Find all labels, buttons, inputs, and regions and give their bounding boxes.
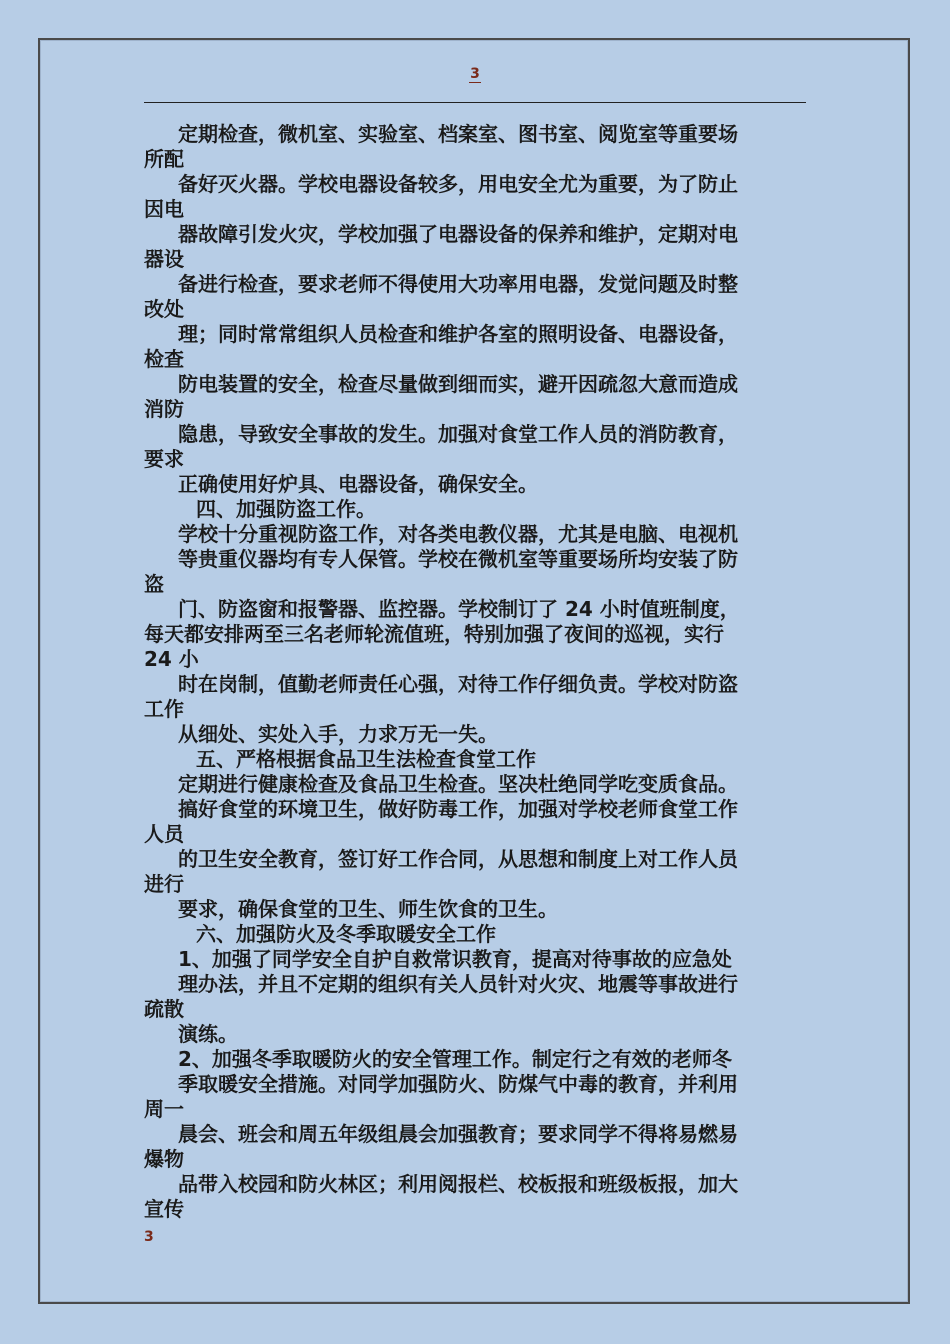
- text-line: 五、严格根据食品卫生法检查食堂工作: [196, 747, 536, 771]
- text-line: 检查: [144, 347, 184, 371]
- text-line: 所配: [144, 147, 184, 171]
- text-line: 正确使用好炉具、电器设备，确保安全。: [178, 472, 538, 496]
- text-line: 改处: [144, 297, 184, 321]
- text-line: 定期进行健康检查及食品卫生检查。坚决杜绝同学吃变质食品。: [178, 772, 738, 796]
- text-line: 疏散: [144, 997, 184, 1021]
- text-line: 备好灭火器。学校电器设备较多，用电安全尤为重要，为了防止: [178, 172, 738, 196]
- text-line: 每天都安排两至三名老师轮流值班，特别加强了夜间的巡视，实行: [144, 622, 724, 646]
- text-line: 晨会、班会和周五年级组晨会加强教育；要求同学不得将易燃易: [178, 1122, 738, 1146]
- text-line: 消防: [144, 397, 184, 421]
- text-line: 器故障引发火灾，学校加强了电器设备的保养和维护，定期对电: [178, 222, 738, 246]
- text-line: 周一: [144, 1097, 184, 1121]
- text-line: 四、加强防盗工作。: [196, 497, 376, 521]
- header-rule: [144, 102, 806, 103]
- text-line: 六、加强防火及冬季取暖安全工作: [196, 922, 496, 946]
- text-line: 时在岗制，值勤老师责任心强，对待工作仔细负责。学校对防盗: [178, 672, 738, 696]
- text-line: 爆物: [144, 1147, 184, 1171]
- text-line: 搞好食堂的环境卫生，做好防毒工作，加强对学校老师食堂工作: [178, 797, 738, 821]
- text-line: 门、防盗窗和报警器、监控器。学校制订了 24 小时值班制度，: [178, 597, 740, 621]
- text-line: 的卫生安全教育，签订好工作合同，从思想和制度上对工作人员: [178, 847, 738, 871]
- text-line: 24 小: [144, 647, 199, 671]
- text-line: 品带入校园和防火林区；利用阅报栏、校板报和班级板报，加大: [178, 1172, 738, 1196]
- header-page-number: 3: [470, 66, 480, 82]
- document-body: [144, 122, 806, 1222]
- text-line: 要求: [144, 447, 184, 471]
- text-line: 等贵重仪器均有专人保管。学校在微机室等重要场所均安装了防: [178, 547, 738, 571]
- text-line: 盗: [144, 572, 164, 596]
- text-line: 学校十分重视防盗工作，对各类电教仪器，尤其是电脑、电视机: [178, 522, 738, 546]
- text-line: 季取暖安全措施。对同学加强防火、防煤气中毒的教育，并利用: [178, 1072, 738, 1096]
- text-line: 1、加强了同学安全自护自救常识教育，提高对待事故的应急处: [178, 947, 732, 971]
- text-line: 因电: [144, 197, 184, 221]
- text-line: 理办法，并且不定期的组织有关人员针对火灾、地震等事故进行: [178, 972, 738, 996]
- text-line: 工作: [144, 697, 184, 721]
- text-line: 2、加强冬季取暖防火的安全管理工作。制定行之有效的老师冬: [178, 1047, 732, 1071]
- text-line: 理；同时常常组织人员检查和维护各室的照明设备、电器设备，: [178, 322, 738, 346]
- text-line: 器设: [144, 247, 184, 271]
- text-line: 进行: [144, 872, 184, 896]
- text-line: 定期检查，微机室、实验室、档案室、图书室、阅览室等重要场: [178, 122, 738, 146]
- text-line: 演练。: [178, 1022, 238, 1046]
- text-line: 宣传: [144, 1197, 184, 1221]
- text-line: 防电装置的安全，检查尽量做到细而实，避开因疏忽大意而造成: [178, 372, 738, 396]
- text-line: 人员: [144, 822, 184, 846]
- text-line: 要求，确保食堂的卫生、师生饮食的卫生。: [178, 897, 558, 921]
- text-line: 从细处、实处入手，力求万无一失。: [178, 722, 498, 746]
- footer-page-number: 3: [144, 1229, 154, 1245]
- text-line: 隐患，导致安全事故的发生。加强对食堂工作人员的消防教育，: [178, 422, 738, 446]
- text-line: 备进行检查，要求老师不得使用大功率用电器，发觉问题及时整: [178, 272, 738, 296]
